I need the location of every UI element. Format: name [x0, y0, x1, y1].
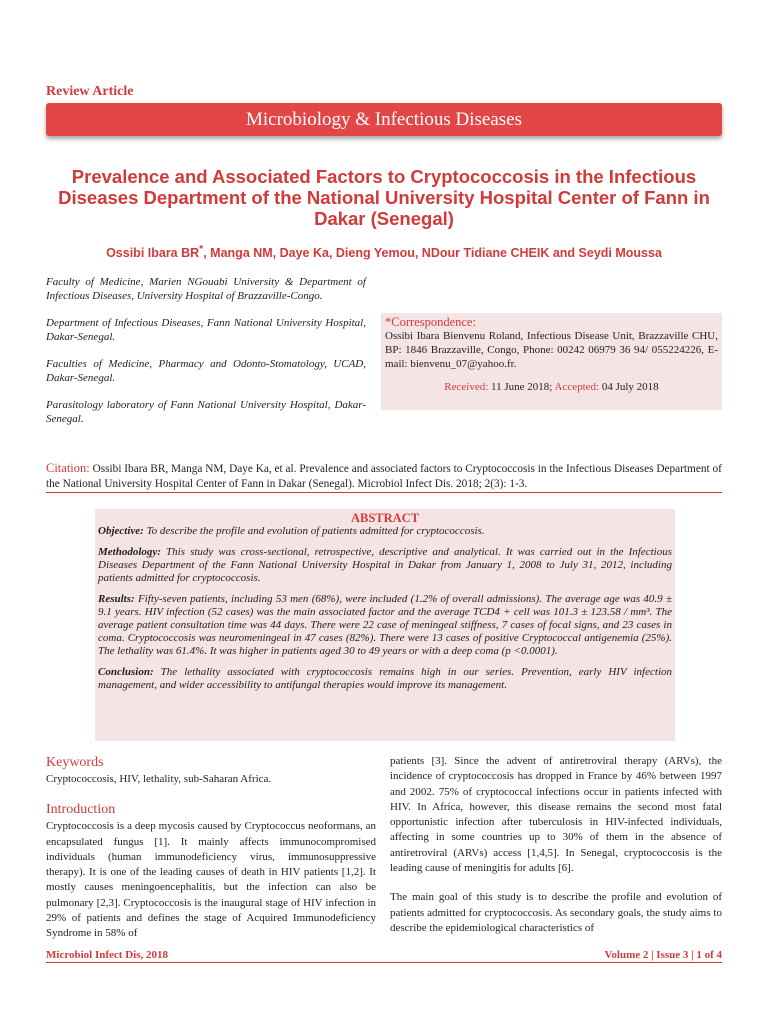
footer-divider [46, 962, 722, 963]
article-type-label: Review Article [46, 84, 134, 99]
other-authors: , Manga NM, Daye Ka, Dieng Yemou, NDour Tidiane CHEIK and Seydi Moussa [203, 246, 662, 261]
conclusion-text: The lethality associated with cryptococcosis remains high in our series. Prevention, early HIV infection management, and wider accessibility to antifungal therapies would improve its management. [98, 666, 672, 691]
abstract-methodology [98, 546, 672, 585]
results-label: Results: [98, 593, 135, 605]
correspondence-heading: *Correspondence: [385, 315, 476, 329]
body-paragraph: The main goal of this study is to describe the profile and evolution of patients admitted for cryptococcosis. As secondary goals, the study aims to describe the epidemiological characteristics of [390, 891, 722, 934]
footer-journal: Microbiol Infect Dis, 2018 [46, 949, 169, 961]
keywords-text: Cryptococcosis, HIV, lethality, sub-Saharan Africa. [46, 773, 272, 785]
accepted-date: 04 July 2018 [601, 381, 659, 393]
journal-name: Microbiology & Infectious Diseases [246, 109, 522, 130]
received-date: 11 June 2018; [491, 381, 553, 393]
introduction-heading: Introduction [46, 802, 116, 818]
received-label: Received: [444, 381, 489, 393]
correspondence-text: Ossibi Ibara Bienvenu Roland, Infectious Disease Unit, Brazzaville CHU, BP: 1846 Brazzaville, Congo, Phone: 00242 06979 36 94/ 055224226, E-mail: bienvenu_07@yahoo.fr. [385, 330, 718, 370]
journal-banner [46, 103, 722, 136]
footer-page-info: Volume 2 | Issue 3 | 1 of 4 [604, 949, 722, 961]
accepted-label: Accepted: [554, 381, 600, 393]
methodology-label: Methodology: [98, 546, 161, 558]
citation-block [46, 461, 722, 492]
citation-divider [46, 492, 722, 493]
first-author: Ossibi Ibara BR [106, 246, 200, 261]
abstract-box [95, 509, 675, 741]
objective-text: To describe the profile and evolution of patients admitted for cryptococcosis. [146, 525, 485, 537]
keywords-heading: Keywords [46, 755, 104, 770]
abstract-conclusion [98, 666, 672, 692]
left-column [46, 754, 376, 942]
affiliation-item: Department of Infectious Diseases, Fann National University Hospital, Dakar-Senegal. [46, 317, 366, 343]
body-paragraph: patients [3]. Since the advent of antiretroviral therapy (ARVs), the incidence of cryptococcosis has dropped in France by 46% between 1997 and 2002. 75% of cryptococcal infections occur in patients infected with HIV. In Africa, however, this disease remains the second most fatal opportunistic infection after tuberculosis in HIV-infected individuals, affecting in some countries up to 30% of them in the absence of antiretroviral (ARVs) access [1,4,5]. In Senegal, cryptococcosis is the leading cause of meningitis for adults [6]. [390, 755, 722, 875]
results-text: Fifty-seven patients, including 53 men (68%), were included (1.2% of overall admissions). The average age was 40.9 ± 9.1 years. HIV infection (52 cases) was the main associated factor and the average TCD4 + cell was 101.3 ± 123.58 / mm³. The average patient consultation time was 44 days. There were 22 case of meningeal stiffness, 7 cases of focal signs, and 23 cases in coma. Cryptococcosis was neuromeningeal in 47 cases (82%). There were 13 cases of positive Cryptococcal antigenemia (25%). The lethality was 61.4%. It was higher in patients aged 30 to 49 years or with a deep coma (p <0.0001). [98, 593, 673, 657]
article-dates [381, 380, 722, 394]
conclusion-label: Conclusion: [98, 666, 154, 678]
methodology-text: This study was cross-sectional, retrospective, descriptive and analytical. It was carried out in the Infectious Diseases Department of the Fann National University Hospital in Dakar from January 1, 2008 to July 31, 2012, including patients admitted for cryptococcosis. [98, 546, 672, 584]
abstract-results [98, 593, 672, 658]
citation-text: Ossibi Ibara BR, Manga NM, Daye Ka, et al. Prevalence and associated factors to Cryptococcosis in the Infectious Diseases Department of the National University Hospital Center of Fann in Dakar (Senegal). Microbiol Infect Dis. 2018; 2(3): 1-3. [46, 463, 722, 490]
abstract-objective [98, 525, 672, 538]
objective-label: Objective: [98, 525, 144, 537]
affiliation-item: Faculty of Medicine, Marien NGouabi University & Department of Infectious Diseases, University Hospital of Brazzaville-Congo. [46, 276, 366, 302]
abstract-heading: ABSTRACT [350, 511, 420, 525]
introduction-text: Cryptococcosis is a deep mycosis caused by Cryptococcus neoformans, an encapsulated fungus [1]. It mainly affects immunocompromised individuals (human immunodeficiency virus, immunosuppressive therapy). It is one of the leading causes of death in HIV patients [1,2]. It mostly causes meningoencephalitis, but the infection can also be pulmonary [2,3]. Cryptococcosis is the inaugural stage of HIV infection in 29% of patients and defines the stage of Acquired Immunodeficiency Syndrome in 58% of [46, 820, 376, 940]
affiliation-item: Faculties of Medicine, Pharmacy and Odonto-Stomatology, UCAD, Dakar-Senegal. [46, 358, 366, 384]
affiliation-item: Parasitology laboratory of Fann National University Hospital, Dakar-Senegal. [46, 399, 366, 425]
citation-label: Citation: [46, 461, 90, 475]
article-title: Prevalence and Associated Factors to Cryptococcosis in the Infectious Diseases Department of the National University Hospital Center of Fann in Dakar (Senegal) [58, 166, 710, 229]
affiliations [46, 276, 366, 440]
author-list [46, 244, 722, 260]
right-column [390, 754, 722, 936]
corresponding-mark: * [199, 244, 204, 255]
correspondence-box [381, 313, 722, 410]
